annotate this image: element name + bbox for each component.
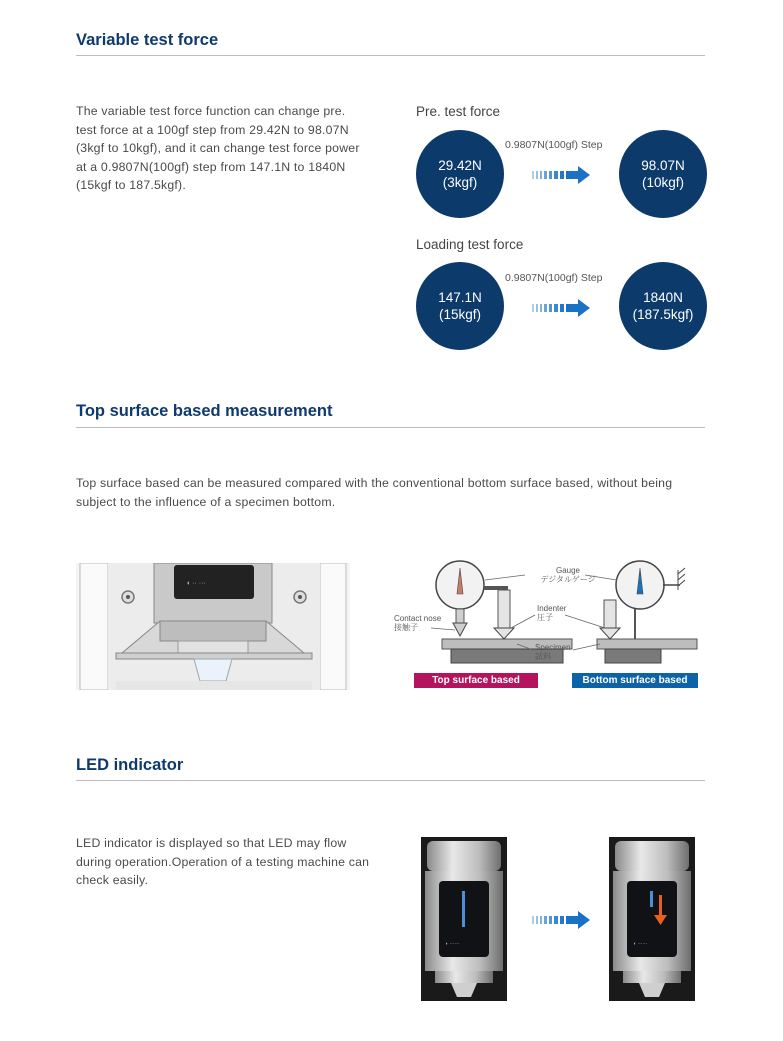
- loading-max-unit: (187.5kgf): [632, 307, 694, 322]
- loading-min-unit: (15kgf): [438, 307, 482, 322]
- section-divider: [76, 780, 705, 781]
- specimen-caption: [535, 643, 571, 661]
- led-indicator-photo-idle: [421, 837, 507, 1001]
- contact-caption-jp: 接触子: [394, 623, 418, 632]
- right-arrow-icon: [532, 299, 590, 317]
- specimen-caption-jp: 試料: [535, 652, 551, 661]
- pre-max-value: 98.07N: [641, 158, 685, 173]
- contact-caption-en: Contact nose: [394, 614, 442, 623]
- section-title-variable-test-force: Variable test force: [76, 31, 219, 49]
- gauge-caption-jp: デジタルゲージ: [540, 575, 596, 584]
- gauge-caption-en: Gauge: [555, 566, 581, 575]
- specimen-caption-en: Specimen: [535, 643, 571, 652]
- pre-min-unit: (3kgf): [442, 175, 478, 190]
- right-arrow-icon: [532, 911, 590, 929]
- top-surface-description: Top surface based can be measured compared with the conventional bottom surface based, without being subject to the influence of a specimen bottom.: [76, 476, 673, 509]
- section-title-top-surface: Top surface based measurement: [76, 402, 333, 420]
- loading-step-label: 0.9807N(100gf) Step: [505, 272, 603, 284]
- indenter-caption: [537, 604, 566, 622]
- led-indicator-description: LED indicator is displayed so that LED may flow during operation.Operation of a testing machine can check easily.: [76, 836, 370, 887]
- svg-text:◖ ·· ···: ◖ ·· ···: [186, 580, 206, 587]
- loading-test-force-min-circle: [416, 262, 504, 350]
- right-arrow-icon: [532, 166, 590, 184]
- bottom-surface-based-tag: Bottom surface based: [572, 673, 698, 688]
- pre-step-label: 0.9807N(100gf) Step: [505, 139, 603, 151]
- section-title-led-indicator: LED indicator: [76, 756, 184, 774]
- svg-text:◖ ······: ◖ ······: [445, 941, 460, 947]
- top-surface-based-tag: Top surface based: [414, 673, 538, 688]
- loading-test-force-max-circle: [619, 262, 707, 350]
- section-divider: [76, 427, 705, 428]
- loading-min-value: 147.1N: [438, 290, 482, 305]
- pre-test-force-max-circle: [619, 130, 707, 218]
- loading-max-value: 1840N: [643, 290, 683, 305]
- led-indicator-photo-active: [609, 837, 695, 1001]
- contact-nose-caption: [394, 614, 441, 632]
- svg-text:◖ ······: ◖ ······: [633, 941, 648, 947]
- section-divider: [76, 55, 705, 56]
- pre-min-value: 29.42N: [438, 158, 482, 173]
- pre-max-unit: (10kgf): [641, 175, 685, 190]
- pre-test-force-label: Pre. test force: [416, 104, 501, 119]
- indenter-head-photo: [76, 563, 350, 690]
- indenter-caption-jp: 圧子: [537, 613, 553, 622]
- variable-test-force-description: The variable test force function can change pre. test force at a 100gf step from 29.42N to 98.07N (3kgf to 10kgf), and it can change test force power at a 0.9807N(100gf) step from 147.1N to 1840N (15kgf to 187.5kgf).: [76, 104, 360, 192]
- gauge-caption: [538, 566, 598, 584]
- pre-test-force-min-circle: [416, 130, 504, 218]
- loading-test-force-label: Loading test force: [416, 237, 524, 252]
- indenter-caption-en: Indenter: [537, 604, 567, 613]
